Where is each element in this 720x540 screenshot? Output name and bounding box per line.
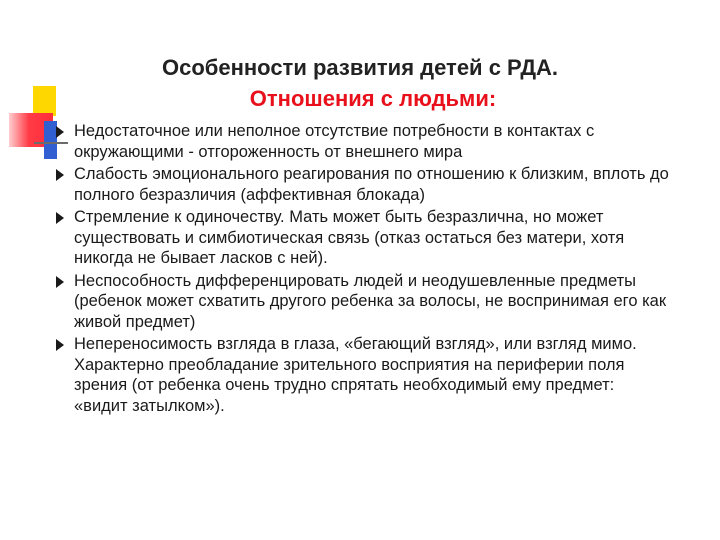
- list-item: [52, 271, 672, 333]
- triangle-bullet-icon: [56, 339, 64, 351]
- triangle-bullet-icon: [56, 276, 64, 288]
- triangle-bullet-icon: [56, 169, 64, 181]
- list-item: [52, 207, 672, 269]
- list-item-text: Стремление к одиночеству. Мать может быть безразлична, но может существовать и симбиотическая связь (отказ остаться без матери, хотя никогда не бывает ласков с ней).: [74, 208, 625, 267]
- slide-title: Особенности развития детей с РДА.: [161, 55, 559, 80]
- bullet-list: [52, 121, 672, 418]
- triangle-bullet-icon: [56, 126, 64, 138]
- list-item-text: Непереносимость взгляда в глаза, «бегающий взгляд», или взгляд мимо. Характерно преобладание зрительного восприятия на периферии поля зрения (от ребенка очень трудно спрятать необходимый ему предмет: «видит затылком»).: [74, 335, 637, 415]
- slide-subtitle: Отношения с людьми:: [249, 86, 497, 111]
- triangle-bullet-icon: [56, 212, 64, 224]
- list-item: [52, 121, 672, 162]
- list-item-text: Недостаточное или неполное отсутствие потребности в контактах с окружающими - отгороженность от внешнего мира: [74, 122, 595, 161]
- list-item-text: Неспособность дифференцировать людей и неодушевленные предметы (ребенок может схватить другого ребенка за волосы, не воспринимая его как живой предмет): [74, 271, 667, 331]
- list-item: [52, 164, 672, 205]
- list-item: [52, 334, 672, 416]
- list-item-text: Слабость эмоционального реагирования по отношению к близким, вплоть до полного безразличия (аффективная блокада): [74, 165, 669, 204]
